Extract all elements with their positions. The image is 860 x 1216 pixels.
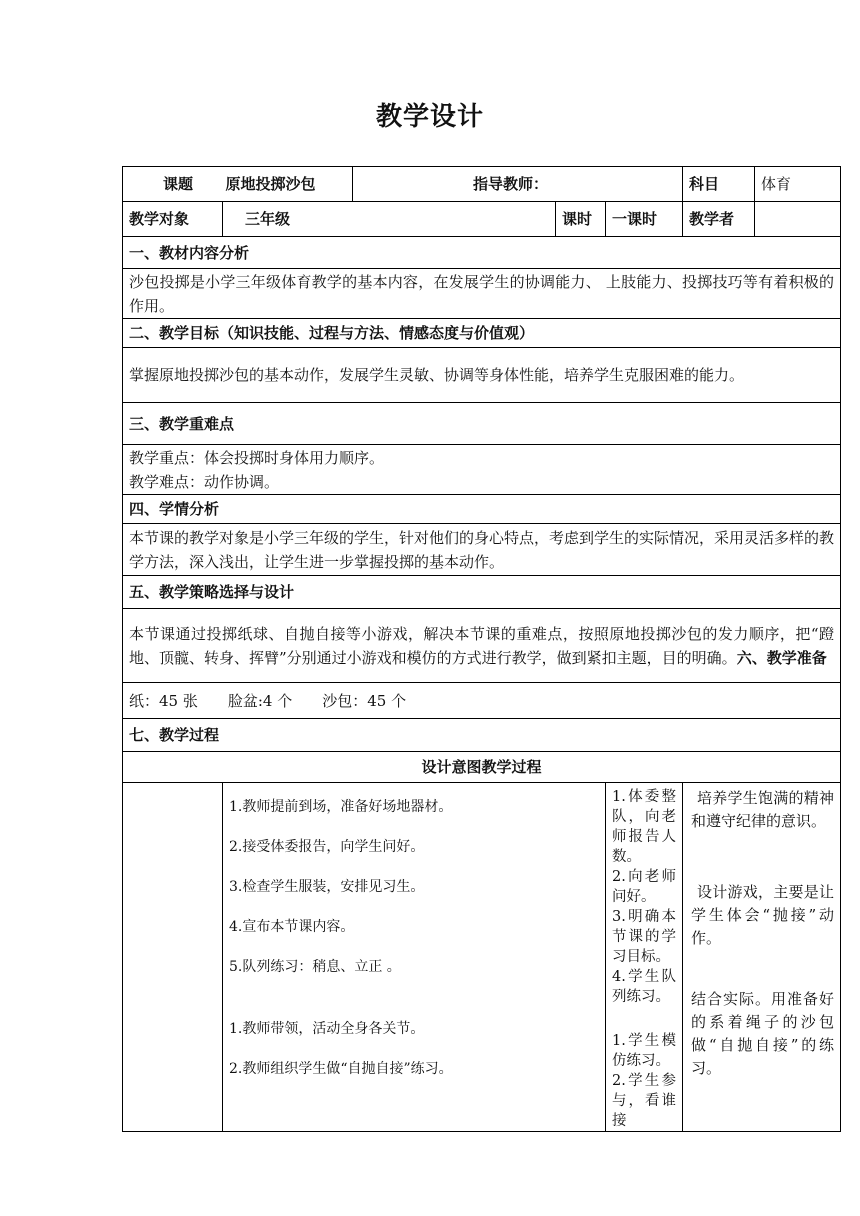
student-step-3: 3.明确本节课的学习目标。: [612, 909, 677, 965]
process-row: [123, 783, 841, 1132]
target-label: 教学对象: [123, 202, 223, 237]
student-step-1: 1.体委整队，向老师报告人数。: [612, 789, 677, 865]
section-4-title: 四、学情分析: [123, 495, 841, 524]
hours-value: 一课时: [606, 202, 683, 237]
section-5-title: 五、教学策略选择与设计: [123, 576, 841, 609]
topic-cell: [123, 167, 353, 202]
topic-value: 原地投掷沙包: [225, 175, 316, 193]
student-step-4: 4.学生队列练习。: [612, 969, 677, 1005]
section-3-title: 三、教学重难点: [123, 403, 841, 445]
section-7-title: 七、教学过程: [123, 719, 841, 752]
process-phase-cell: [123, 783, 223, 1132]
section-2-body: 掌握原地投掷沙包的基本动作，发展学生灵敏、协调等身体性能，培养学生克服困难的能力。: [123, 348, 841, 403]
advisor-label: 指导教师：: [473, 175, 549, 193]
teacher-step-7: 2.教师组织学生做“自抛自接”练习。: [229, 1061, 453, 1077]
topic-label: 课题: [163, 175, 194, 193]
section-1-body: 沙包投掷是小学三年级体育教学的基本内容，在发展学生的协调能力、 上肢能力、投掷技巧等有着积极的作用。: [123, 269, 841, 319]
document-title: 教学设计: [375, 102, 484, 132]
advisor-cell: [353, 167, 683, 202]
process-header: 设计意图教学过程: [123, 752, 841, 783]
teacher-activities: [223, 783, 606, 1132]
key-point: 教学重点：体会投掷时身体用力顺序。: [129, 448, 385, 467]
section-5-body: [123, 609, 841, 683]
student-step-5: 1.学生模仿练习。: [612, 1033, 677, 1069]
design-intent: [683, 783, 841, 1132]
lesson-plan-table: [122, 166, 841, 1132]
difficult-point: 教学难点：动作协调。: [129, 472, 280, 491]
teacher-step-5: 5.队列练习：稍息、立正 。: [229, 959, 401, 975]
student-step-2: 2.向老师问好。: [612, 869, 677, 905]
section-5-text: 本节课通过投掷纸球、自抛自接等小游戏，解决本节课的重难点，按照原地投掷沙包的发力顺序，把“蹬地、顶髋、转身、挥臂”分别通过小游戏和模仿的方式进行教学，做到紧扣主题，目的明确。: [129, 624, 835, 667]
header-row-topic: [123, 167, 841, 202]
intent-3: 结合实际。用准备好的系着绳子的沙包做“自抛自接”的练习。: [691, 990, 835, 1077]
section-3-body: [123, 445, 841, 495]
section-6-title: 六、教学准备: [736, 648, 827, 667]
subject-label: 科目: [683, 167, 755, 202]
section-6-body: 纸：45 张 脸盆:4 个 沙包：45 个: [123, 683, 841, 719]
teacher-step-4: 4.宣布本节课内容。: [229, 919, 355, 935]
teacher-label: 教学者: [683, 202, 755, 237]
teacher-step-3: 3.检查学生服装，安排见习生。: [229, 879, 425, 895]
intent-1: 培养学生饱满的精神和遵守纪律的意识。: [691, 789, 835, 830]
hours-label: 课时: [556, 202, 606, 237]
teacher-step-2: 2.接受体委报告，向学生问好。: [229, 839, 425, 855]
teacher-step-1: 1.教师提前到场，准备好场地器材。: [229, 799, 453, 815]
header-row-target: [123, 202, 841, 237]
student-step-6: 2.学生参与，看谁接: [612, 1073, 677, 1129]
student-activities: [606, 783, 683, 1132]
section-2-title: 二、教学目标（知识技能、过程与方法、情感态度与价值观）: [123, 319, 841, 348]
target-value: 三年级: [223, 202, 556, 237]
section-1-title: 一、教材内容分析: [123, 237, 841, 269]
teacher-step-6: 1.教师带领，活动全身各关节。: [229, 1021, 425, 1037]
intent-2: 设计游戏，主要是让学生体会“抛接”动作。: [691, 883, 835, 947]
teacher-value: [755, 202, 841, 237]
subject-value: 体育: [755, 167, 841, 202]
section-4-body: 本节课的教学对象是小学三年级的学生，针对他们的身心特点，考虑到学生的实际情况，采用灵活多样的教学方法，深入浅出，让学生进一步掌握投掷的基本动作。: [123, 524, 841, 576]
